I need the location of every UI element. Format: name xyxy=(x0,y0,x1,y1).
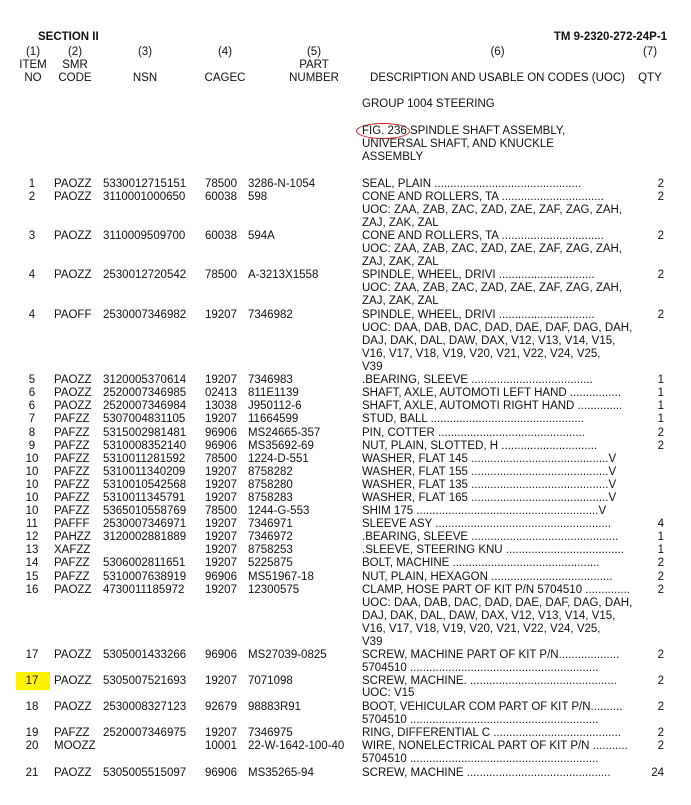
col-item-num: (1) xyxy=(25,46,41,58)
cell-part: 811E1139 xyxy=(248,387,299,399)
uoc-line: ZAJ, ZAK, ZAL xyxy=(362,217,439,229)
cell-nsn: 5310010542568 xyxy=(103,479,187,491)
cell-smr: XAFZZ xyxy=(54,544,91,556)
cell-nsn: 5310008352140 xyxy=(103,440,187,452)
cell-part: 7346982 xyxy=(248,309,293,321)
cell-smr: PAFFF xyxy=(54,518,90,530)
figure-title-l2: UNIVERSAL SHAFT, AND KNUCKLE xyxy=(362,138,554,150)
cell-nsn: 3120005370614 xyxy=(103,374,187,386)
cell-qty: 2 xyxy=(657,440,664,452)
col-desc-l2: DESCRIPTION AND USABLE ON CODES (UOC) xyxy=(370,72,625,84)
cell-smr: PAOZZ xyxy=(54,649,92,661)
cell-item: 15 xyxy=(25,571,39,583)
cell-desc: WASHER, FLAT 135 ...........................................V xyxy=(362,479,617,491)
cell-nsn: 2530012720542 xyxy=(103,269,187,281)
cell-smr: PAHZZ xyxy=(54,531,91,543)
cell-part: 1244-G-553 xyxy=(248,505,310,517)
cell-smr: PAFZZ xyxy=(54,427,90,439)
uoc-block-4a xyxy=(362,282,652,308)
cell-part: MS35265-94 xyxy=(248,767,314,779)
cell-desc: SPINDLE, WHEEL, DRIVI .............................. xyxy=(362,309,595,321)
cell-desc: .SLEEVE, STEERING KNU ..................................... xyxy=(362,544,625,556)
cell-desc: CONE AND ROLLERS, TA ................................ xyxy=(362,191,604,203)
cell-desc: .BEARING, SLEEVE ...................................... xyxy=(362,374,593,386)
cell-smr: PAOZZ xyxy=(54,178,92,190)
cell-item: 2 xyxy=(28,191,36,203)
cell-desc: BOOT, VEHICULAR COM PART OF KIT P/N.......... xyxy=(362,701,623,713)
cell-nsn: 5310011281592 xyxy=(103,453,186,465)
cell-item: 12 xyxy=(25,531,39,543)
cell-smr: PAOFF xyxy=(54,309,92,321)
cell-item: 11 xyxy=(26,518,38,530)
cell-item: 4 xyxy=(28,269,36,281)
cell-cage: 19207 xyxy=(205,518,237,530)
cell-qty: 1 xyxy=(657,400,664,412)
cell-cage: 96906 xyxy=(205,427,237,439)
cell-smr: PAOZZ xyxy=(54,675,92,687)
cell-smr: PAFZZ xyxy=(54,557,90,569)
cell-cage: 96906 xyxy=(205,649,237,661)
cell-qty: 1 xyxy=(657,531,664,543)
cell-part: 594A xyxy=(248,230,275,242)
cell-cage: 10001 xyxy=(205,740,237,752)
cell-item: 13 xyxy=(25,544,39,556)
cell-qty: 24 xyxy=(651,767,664,779)
cell-desc: WASHER, FLAT 165 ...........................................V xyxy=(362,492,617,504)
col-smr-l2: CODE xyxy=(58,72,92,84)
cell-smr: PAFZZ xyxy=(54,466,90,478)
col-smr-header xyxy=(55,46,95,85)
cell-item: 10 xyxy=(25,466,39,478)
cell-qty: 2 xyxy=(657,230,664,242)
cell-item: 3 xyxy=(28,230,36,242)
cell-smr: PAOZZ xyxy=(54,269,92,281)
cell-part: MS35692-69 xyxy=(248,440,314,452)
cell-qty: 4 xyxy=(657,518,664,530)
cell-nsn: 2520007346985 xyxy=(103,387,187,399)
cell-part: MS51967-18 xyxy=(248,571,314,583)
cell-part: 12300575 xyxy=(248,584,300,596)
figure-title-l3: ASSEMBLY xyxy=(362,151,424,163)
uoc-line: ZAJ, ZAK, ZAL xyxy=(362,256,439,268)
uoc-line: V39 xyxy=(362,361,383,373)
kit-line-20: 5704510 ........................................................... xyxy=(362,753,599,765)
uoc-line: ZAJ, ZAK, ZAL xyxy=(362,295,439,307)
cell-qty: 2 xyxy=(657,571,664,583)
cell-desc: NUT, PLAIN, HEXAGON ...................................... xyxy=(362,571,613,583)
cell-nsn: 5305007521693 xyxy=(103,675,187,687)
cell-desc: STUD, BALL ................................................ xyxy=(362,413,584,425)
cell-item: 18 xyxy=(25,701,39,713)
cell-item: 20 xyxy=(25,740,39,752)
uoc-line: UOC: ZAA, ZAB, ZAC, ZAD, ZAE, ZAF, ZAG, ZAH, xyxy=(362,282,623,294)
cell-nsn: 3110009509700 xyxy=(103,230,186,242)
cell-nsn: 5310011345791 xyxy=(103,492,186,504)
cell-qty: 2 xyxy=(657,727,664,739)
cell-desc: CLAMP, HOSE PART OF KIT P/N 5704510 .............. xyxy=(362,584,631,596)
col-nsn-header xyxy=(120,46,170,85)
cell-nsn: 5315002981481 xyxy=(103,427,187,439)
cell-desc: SCREW, MACHINE ............................................. xyxy=(362,767,611,779)
cell-cage: 60038 xyxy=(205,191,237,203)
cell-part: J950112-6 xyxy=(248,400,302,412)
cell-part: MS27039-0825 xyxy=(248,649,327,661)
cell-part: 8758280 xyxy=(248,479,293,491)
col-qty-header xyxy=(636,46,664,85)
cell-qty: 2 xyxy=(657,649,664,661)
cell-cage: 19207 xyxy=(205,466,237,478)
cell-part: 98883R91 xyxy=(248,701,302,713)
cell-item: 10 xyxy=(25,479,39,491)
cell-smr: PAFZZ xyxy=(54,479,90,491)
uoc-block-16 xyxy=(362,597,652,649)
cell-item: 10 xyxy=(25,453,39,465)
cell-nsn: 2530007346971 xyxy=(103,518,187,530)
cell-desc: .BEARING, SLEEVE .............................................. xyxy=(362,531,619,543)
figure-title-l1: SPINDLE SHAFT ASSEMBLY, xyxy=(406,125,566,137)
cell-part: 5225875 xyxy=(248,557,293,569)
cell-desc: BOLT, MACHINE .............................................. xyxy=(362,557,600,569)
cell-item: 17 xyxy=(25,675,39,687)
cell-qty: 1 xyxy=(657,544,664,556)
cell-nsn: 2530008327123 xyxy=(103,701,187,713)
cell-qty: 2 xyxy=(657,701,664,713)
cell-desc: WASHER, FLAT 155 ...........................................V xyxy=(362,466,617,478)
cell-desc: WASHER, FLAT 145 ...........................................V xyxy=(362,453,617,465)
cell-desc: WIRE, NONELECTRICAL PART OF KIT P/N ........... xyxy=(362,740,628,752)
uoc-line: UOC: ZAA, ZAB, ZAC, ZAD, ZAE, ZAF, ZAG, ZAH, xyxy=(362,204,623,216)
cell-qty: 2 xyxy=(657,675,664,687)
cell-desc: SPINDLE, WHEEL, DRIVI .............................. xyxy=(362,269,595,281)
cell-nsn: 5310011340209 xyxy=(103,466,186,478)
uoc-line: V39 xyxy=(362,636,383,648)
cell-qty: 2 xyxy=(657,191,664,203)
cell-nsn: 5310007638919 xyxy=(103,571,187,583)
uoc-block-3 xyxy=(362,243,652,269)
col-qty-l2: QTY xyxy=(638,72,662,84)
cell-cage: 96906 xyxy=(205,440,237,452)
cell-cage: 96906 xyxy=(205,571,237,583)
cell-part: 8758282 xyxy=(248,466,293,478)
cell-desc: PIN, COTTER .............................................. xyxy=(362,427,586,439)
col-part-l2: NUMBER xyxy=(289,72,339,84)
cell-cage: 19207 xyxy=(205,727,237,739)
cell-desc: SHAFT, AXLE, AUTOMOTI RIGHT HAND .............. xyxy=(362,400,623,412)
tm-number: TM 9-2320-272-24P-1 xyxy=(553,31,667,43)
cell-cage: 19207 xyxy=(205,413,237,425)
cell-item: 17 xyxy=(25,649,39,661)
cell-cage: 19207 xyxy=(205,584,237,596)
cell-item: 8 xyxy=(28,427,36,439)
cell-item: 5 xyxy=(28,374,36,386)
cell-part: 7346971 xyxy=(248,518,293,530)
cell-cage: 78500 xyxy=(205,178,237,190)
cell-item: 16 xyxy=(25,584,39,596)
cell-cage: 19207 xyxy=(205,492,237,504)
cell-smr: PAOZZ xyxy=(54,191,92,203)
cell-part: 8758283 xyxy=(248,492,293,504)
cell-qty: 2 xyxy=(657,584,664,596)
cell-desc: CONE AND ROLLERS, TA ................................ xyxy=(362,230,604,242)
uoc-line: DAJ, DAK, DAL, DAW, DAX, V12, V13, V14, V15, xyxy=(362,610,616,622)
col-desc-num: (6) xyxy=(490,46,505,58)
cell-nsn: 2520007346975 xyxy=(103,727,187,739)
cell-smr: PAOZZ xyxy=(54,230,92,242)
cell-cage: 60038 xyxy=(205,230,237,242)
cell-desc: SHAFT, AXLE, AUTOMOTI LEFT HAND ................ xyxy=(362,387,622,399)
cell-qty: 2 xyxy=(657,178,664,190)
col-desc-header xyxy=(360,46,635,85)
uoc-line: UOC: ZAA, ZAB, ZAC, ZAD, ZAE, ZAF, ZAG, ZAH, xyxy=(362,243,623,255)
uoc-v15: UOC: V15 xyxy=(362,687,415,699)
cell-nsn: 3120002881889 xyxy=(103,531,187,543)
figure-title xyxy=(362,125,565,164)
uoc-line: DAJ, DAK, DAL, DAW, DAX, V12, V13, V14, V15, xyxy=(362,335,616,347)
cell-smr: PAOZZ xyxy=(54,387,92,399)
figure-number: FIG. 236 xyxy=(362,125,407,137)
cell-part: 3286-N-1054 xyxy=(248,178,316,190)
section-title: SECTION II xyxy=(38,31,99,43)
cell-desc: SCREW, MACHINE PART OF KIT P/N................... xyxy=(362,649,620,661)
cell-cage: 02413 xyxy=(205,387,237,399)
cell-smr: PAOZZ xyxy=(54,374,92,386)
cell-desc: RING, DIFFERENTIAL C ........................................ xyxy=(362,727,621,739)
cell-qty: 2 xyxy=(657,269,664,281)
cell-smr: PAOZZ xyxy=(54,701,92,713)
cell-qty: 2 xyxy=(657,427,664,439)
col-item-l2: NO xyxy=(24,72,42,84)
cell-cage: 19207 xyxy=(205,544,237,556)
col-qty-num: (7) xyxy=(642,46,658,58)
col-item-l1: ITEM xyxy=(19,59,47,71)
col-cage-header xyxy=(200,46,250,85)
uoc-line: V16, V17, V18, V19, V20, V21, V22, V24, V25, xyxy=(362,623,601,635)
cell-cage: 13038 xyxy=(205,400,237,412)
cell-cage: 78500 xyxy=(205,505,237,517)
col-nsn-l2: NSN xyxy=(132,72,158,84)
cell-item: 6 xyxy=(28,400,36,412)
cell-part: 7071098 xyxy=(248,675,293,687)
cell-qty: 2 xyxy=(657,557,664,569)
col-smr-l1: SMR xyxy=(62,59,88,71)
cell-item: 10 xyxy=(25,492,39,504)
cell-desc: SLEEVE ASY ....................................................... xyxy=(362,518,612,530)
col-cage-l2: CAGEC xyxy=(204,72,246,84)
cell-part: 598 xyxy=(248,191,268,203)
cell-cage: 19207 xyxy=(205,675,237,687)
col-smr-num: (2) xyxy=(67,46,83,58)
cell-item: 6 xyxy=(28,387,36,399)
cell-item: 4 xyxy=(28,309,36,321)
cell-nsn: 2520007346984 xyxy=(103,400,187,412)
cell-smr: PAOZZ xyxy=(54,767,92,779)
cell-qty: 1 xyxy=(657,413,664,425)
cell-smr: PAFZZ xyxy=(54,413,90,425)
cell-cage: 96906 xyxy=(205,767,237,779)
cell-qty: 1 xyxy=(657,387,664,399)
cell-cage: 19207 xyxy=(205,479,237,491)
cell-smr: PAFZZ xyxy=(54,440,90,452)
cell-smr: MOOZZ xyxy=(54,740,96,752)
cell-cage: 78500 xyxy=(205,269,237,281)
cell-nsn: 5365010558769 xyxy=(103,505,187,517)
cell-qty: 2 xyxy=(657,309,664,321)
cell-nsn: 4730011185972 xyxy=(103,584,185,596)
cell-nsn: 5330012715151 xyxy=(103,178,187,190)
cell-cage: 19207 xyxy=(205,531,237,543)
kit-line-18: 5704510 ........................................................... xyxy=(362,714,599,726)
cell-part: 7346975 xyxy=(248,727,293,739)
uoc-block-4b xyxy=(362,322,652,374)
col-cage-num: (4) xyxy=(217,46,233,58)
cell-item: 19 xyxy=(25,727,39,739)
col-nsn-num: (3) xyxy=(137,46,153,58)
cell-qty: 1 xyxy=(657,374,664,386)
cell-desc: NUT, PLAIN, SLOTTED, H .............................. xyxy=(362,440,598,452)
cell-nsn: 5305005515097 xyxy=(103,767,187,779)
col-part-l1: PART xyxy=(299,59,329,71)
cell-desc: SHIM 175 .........................................................V xyxy=(362,505,607,517)
cell-nsn: 2530007346982 xyxy=(103,309,187,321)
cell-item: 7 xyxy=(28,413,36,425)
cell-nsn: 5307004831105 xyxy=(103,413,186,425)
cell-smr: PAOZZ xyxy=(54,400,92,412)
cell-item: 21 xyxy=(25,767,39,779)
kit-line-17: 5704510 ........................................................... xyxy=(362,662,599,674)
cell-smr: PAFZZ xyxy=(54,453,90,465)
cell-cage: 19207 xyxy=(205,309,237,321)
cell-smr: PAFZZ xyxy=(54,571,90,583)
cell-part: A-3213X1558 xyxy=(248,269,319,281)
col-part-header xyxy=(282,46,346,85)
cell-cage: 19207 xyxy=(205,557,237,569)
cell-part: 7346983 xyxy=(248,374,293,386)
cell-item: 1 xyxy=(28,178,36,190)
uoc-line: V16, V17, V18, V19, V20, V21, V22, V24, V25, xyxy=(362,348,601,360)
cell-desc: SEAL, PLAIN .............................................. xyxy=(362,178,582,190)
cell-item: 9 xyxy=(28,440,36,452)
cell-item: 10 xyxy=(25,505,39,517)
cell-cage: 92679 xyxy=(205,701,237,713)
cell-cage: 19207 xyxy=(205,374,237,386)
cell-part: 22-W-1642-100-40 xyxy=(248,740,345,752)
cell-item: 14 xyxy=(25,557,39,569)
cell-part: 1224-D-551 xyxy=(248,453,309,465)
group-title: GROUP 1004 STEERING xyxy=(362,98,495,110)
cell-part: 11664599 xyxy=(248,413,299,425)
col-item-header xyxy=(18,46,48,85)
uoc-line: UOC: DAA, DAB, DAC, DAD, DAE, DAF, DAG, DAH, xyxy=(362,597,633,609)
uoc-block-2 xyxy=(362,204,652,230)
cell-cage: 78500 xyxy=(205,453,237,465)
cell-desc: SCREW, MACHINE. .............................................. xyxy=(362,675,617,687)
cell-smr: PAFZZ xyxy=(54,727,90,739)
cell-part: 7346972 xyxy=(248,531,293,543)
uoc-line: UOC: DAA, DAB, DAC, DAD, DAE, DAF, DAG, DAH, xyxy=(362,322,633,334)
cell-qty: 2 xyxy=(657,740,664,752)
cell-nsn: 3110001000650 xyxy=(103,191,186,203)
cell-smr: PAOZZ xyxy=(54,584,92,596)
cell-nsn: 5305001433266 xyxy=(103,649,187,661)
cell-nsn: 5306002811651 xyxy=(103,557,186,569)
cell-part: MS24665-357 xyxy=(248,427,321,439)
cell-smr: PAFZZ xyxy=(54,492,90,504)
cell-part: 8758253 xyxy=(248,544,293,556)
col-part-num: (5) xyxy=(306,46,322,58)
cell-smr: PAFZZ xyxy=(54,505,90,517)
